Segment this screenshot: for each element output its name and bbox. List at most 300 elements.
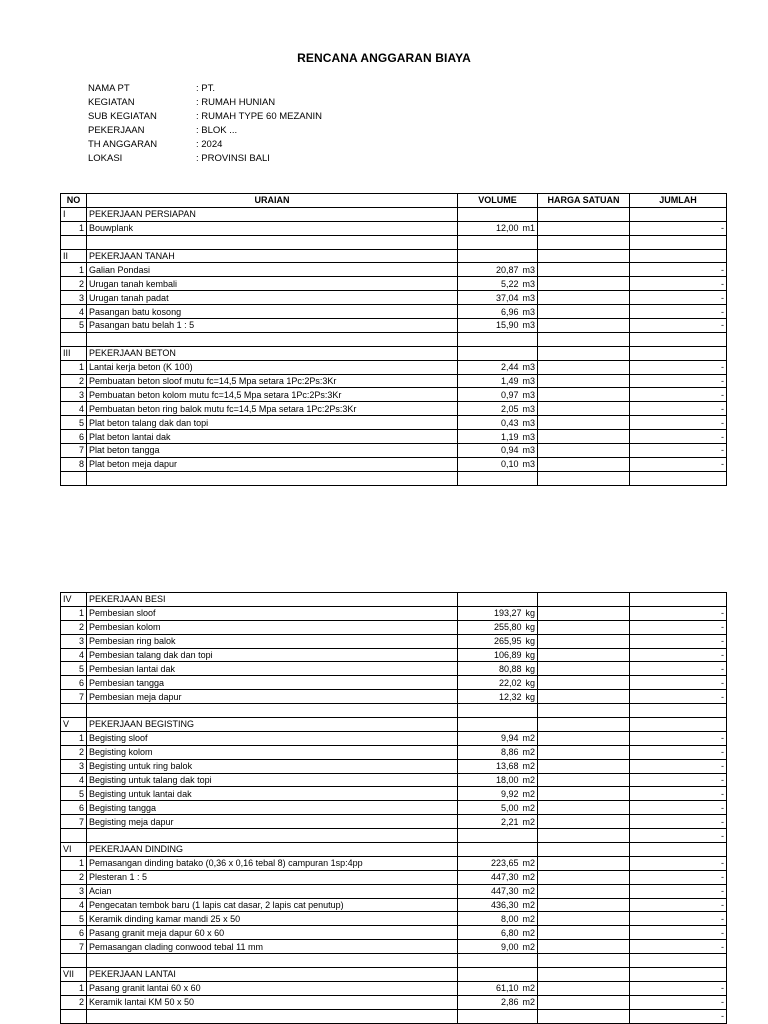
item-number: 1 [61,981,87,995]
harga-satuan-cell [538,829,630,843]
item-description: Begisting tangga [87,801,458,815]
jumlah-value: - [630,731,727,745]
harga-satuan-cell [538,912,630,926]
table-row [61,981,727,995]
volume-cell [458,221,538,235]
harga-satuan-cell [538,634,630,648]
jumlah-value: - [630,787,727,801]
item-description: Pengecatan tembok baru (1 lapis cat dasar, 2 lapis cat penutup) [87,898,458,912]
volume-wrapper [460,941,535,953]
empty-cell [630,332,727,346]
volume-value: 12,32 [498,691,522,702]
harga-satuan-cell [538,815,630,829]
table-row [61,940,727,954]
volume-value: 37,04 [495,292,519,303]
jumlah-value: - [630,221,727,235]
item-number: 3 [61,291,87,305]
harga-satuan-cell [538,995,630,1009]
info-label: SUB KEGIATAN [88,111,157,122]
volume-wrapper [460,361,535,373]
volume-cell [458,444,538,458]
volume-cell [458,648,538,662]
volume-cell [458,388,538,402]
empty-cell [538,954,630,968]
volume-value: 61,10 [495,983,519,994]
table-row [61,1009,727,1023]
harga-satuan-cell [538,843,630,857]
jumlah-value: - [630,912,727,926]
volume-cell [458,360,538,374]
harga-satuan-cell [538,856,630,870]
harga-satuan-cell [538,263,630,277]
volume-wrapper [460,222,535,234]
harga-satuan-cell [538,402,630,416]
item-description: Lantai kerja beton (K 100) [87,360,458,374]
item-number: 6 [61,926,87,940]
item-number: 4 [61,402,87,416]
volume-wrapper [460,292,535,304]
item-description: Begisting kolom [87,745,458,759]
jumlah-cell [630,249,727,263]
volume-unit: m3 [522,376,535,387]
volume-cell [458,402,538,416]
volume-value: 20,87 [495,264,519,275]
volume-unit: kg [525,636,535,647]
item-number: 8 [61,457,87,471]
item-description: Acian [87,884,458,898]
volume-value: 18,00 [495,775,519,786]
item-description: Keramik lantai KM 50 x 50 [87,995,458,1009]
table-row [61,676,727,690]
harga-satuan-cell [538,648,630,662]
harga-satuan-cell [538,968,630,982]
volume-cell [458,829,538,843]
jumlah-value: - [630,416,727,430]
harga-satuan-cell [538,745,630,759]
blank-row [61,471,727,485]
volume-wrapper [460,899,535,911]
volume-cell [458,968,538,982]
jumlah-cell [630,718,727,732]
volume-cell [458,801,538,815]
volume-value: 5,00 [500,802,519,813]
empty-cell [538,471,630,485]
section-title: PEKERJAAN BETON [87,346,458,360]
volume-unit: m2 [522,816,535,827]
jumlah-value: - [630,360,727,374]
harga-satuan-cell [538,898,630,912]
item-description: Pembesian meja dapur [87,690,458,704]
info-label: NAMA PT [88,83,130,94]
volume-unit: m2 [522,775,535,786]
empty-cell [87,704,458,718]
harga-satuan-cell [538,676,630,690]
volume-cell [458,263,538,277]
volume-value: 2,05 [500,403,519,414]
item-number: 4 [61,773,87,787]
item-number: 4 [61,305,87,319]
budget-table-part-1 [60,193,727,486]
section-number: VI [61,843,87,857]
volume-wrapper [460,802,535,814]
item-number: 7 [61,690,87,704]
volume-wrapper [460,691,535,703]
table-row [61,690,727,704]
table-row [61,759,727,773]
item-description: Pasang granit lantai 60 x 60 [87,981,458,995]
harga-satuan-cell [538,444,630,458]
harga-satuan-cell [538,305,630,319]
section-number: IV [61,593,87,607]
volume-cell [458,430,538,444]
volume-unit: m3 [522,431,535,442]
volume-unit: m3 [522,417,535,428]
item-description: Pasangan batu belah 1 : 5 [87,319,458,333]
item-description: Plat beton lantai dak [87,430,458,444]
volume-cell [458,207,538,221]
item-description: Urugan tanah kembali [87,277,458,291]
volume-value: 0,10 [500,459,519,470]
harga-satuan-cell [538,773,630,787]
section-title: PEKERJAAN PERSIAPAN [87,207,458,221]
jumlah-value: - [630,388,727,402]
volume-unit: m1 [522,223,535,234]
blank-row [61,954,727,968]
jumlah-value: - [630,634,727,648]
section-row [61,843,727,857]
volume-value: 0,43 [500,417,519,428]
volume-cell [458,662,538,676]
table-row [61,305,727,319]
volume-cell [458,593,538,607]
item-description: Keramik dinding kamar mandi 25 x 50 [87,912,458,926]
info-label: LOKASI [88,153,123,164]
harga-satuan-cell [538,457,630,471]
table-row [61,912,727,926]
volume-cell [458,898,538,912]
table-row [61,430,727,444]
table-row [61,801,727,815]
jumlah-value: - [630,870,727,884]
jumlah-value: - [630,856,727,870]
item-number: 1 [61,263,87,277]
item-number: 6 [61,801,87,815]
blank-row [61,704,727,718]
table-row [61,870,727,884]
volume-unit: m2 [522,747,535,758]
volume-wrapper [460,913,535,925]
jumlah-cell [630,593,727,607]
table-row [61,856,727,870]
volume-cell [458,884,538,898]
volume-unit: kg [525,622,535,633]
jumlah-value: - [630,319,727,333]
item-description: Plat beton talang dak dan topi [87,416,458,430]
item-description: Pemasangan clading conwood tebal 11 mm [87,940,458,954]
harga-satuan-cell [538,940,630,954]
item-description: Bouwplank [87,221,458,235]
volume-unit: m2 [522,983,535,994]
item-number: 2 [61,374,87,388]
section-row [61,207,727,221]
volume-value: 22,02 [498,677,522,688]
item-description: Pemasangan dinding batako (0,36 x 0,16 tebal 8) campuran 1sp:4pp [87,856,458,870]
volume-cell [458,995,538,1009]
item-number [61,829,87,843]
item-number: 1 [61,221,87,235]
empty-cell [61,704,87,718]
table-row [61,402,727,416]
info-value: : PT. [196,83,216,94]
item-description: Plesteran 1 : 5 [87,870,458,884]
volume-wrapper [460,306,535,318]
jumlah-value: - [630,940,727,954]
header-harga-satuan: HARGA SATUAN [538,194,630,208]
volume-unit: m2 [522,900,535,911]
volume-wrapper [460,649,535,661]
item-number: 5 [61,662,87,676]
volume-wrapper [460,746,535,758]
volume-wrapper [460,417,535,429]
empty-cell [87,471,458,485]
harga-satuan-cell [538,870,630,884]
item-description: Pembesian kolom [87,620,458,634]
volume-cell [458,374,538,388]
harga-satuan-cell [538,374,630,388]
section-row [61,718,727,732]
volume-value: 2,44 [500,362,519,373]
empty-cell [630,704,727,718]
item-number: 7 [61,444,87,458]
volume-cell [458,731,538,745]
volume-wrapper [460,403,535,415]
harga-satuan-cell [538,731,630,745]
volume-unit: m3 [522,292,535,303]
item-number: 3 [61,884,87,898]
volume-unit: m2 [522,761,535,772]
table-row [61,620,727,634]
empty-cell [630,471,727,485]
volume-cell [458,745,538,759]
item-number: 2 [61,277,87,291]
volume-unit: kg [525,608,535,619]
harga-satuan-cell [538,388,630,402]
section-title: PEKERJAAN DINDING [87,843,458,857]
table-row [61,787,727,801]
section-row [61,968,727,982]
volume-value: 8,00 [500,913,519,924]
blank-row [61,332,727,346]
item-description: Pembesian ring balok [87,634,458,648]
harga-satuan-cell [538,620,630,634]
volume-unit: m2 [522,886,535,897]
volume-wrapper [460,458,535,470]
jumlah-value: - [630,995,727,1009]
item-description: Pembuatan beton kolom mutu fc=14,5 Mpa setara 1Pc:2Ps:3Kr [87,388,458,402]
info-label: KEGIATAN [88,97,135,108]
volume-cell [458,940,538,954]
volume-wrapper [460,278,535,290]
volume-cell [458,249,538,263]
table-row [61,815,727,829]
jumlah-value: - [630,430,727,444]
volume-cell [458,759,538,773]
item-description: Pembesian talang dak dan topi [87,648,458,662]
volume-wrapper [460,677,535,689]
jumlah-value: - [630,444,727,458]
table-row [61,995,727,1009]
item-description: Urugan tanah padat [87,291,458,305]
harga-satuan-cell [538,430,630,444]
table-row [61,444,727,458]
volume-wrapper [460,732,535,744]
volume-unit: kg [525,650,535,660]
volume-unit: m2 [522,788,535,799]
item-description: Pembuatan beton sloof mutu fc=14,5 Mpa setara 1Pc:2Ps:3Kr [87,374,458,388]
volume-cell [458,319,538,333]
item-number: 2 [61,995,87,1009]
table-row [61,457,727,471]
harga-satuan-cell [538,221,630,235]
harga-satuan-cell [538,593,630,607]
item-number: 4 [61,898,87,912]
volume-cell [458,416,538,430]
harga-satuan-cell [538,1009,630,1023]
volume-value: 1,19 [500,431,519,442]
volume-wrapper [460,607,535,619]
volume-wrapper [460,788,535,800]
info-value: : 2024 [196,139,223,150]
volume-wrapper [460,319,535,331]
volume-unit: m2 [522,858,535,869]
volume-unit: m3 [522,403,535,414]
volume-unit: m3 [522,445,535,456]
volume-value: 447,30 [490,872,519,883]
volume-unit: m3 [522,278,535,289]
jumlah-cell [630,968,727,982]
item-description: Pasangan batu kosong [87,305,458,319]
volume-value: 6,80 [500,927,519,938]
volume-cell [458,912,538,926]
harga-satuan-cell [538,718,630,732]
item-number: 5 [61,416,87,430]
volume-cell [458,843,538,857]
table-row [61,221,727,235]
empty-cell [87,235,458,249]
info-value: : BLOK ... [196,125,238,136]
table-row [61,360,727,374]
item-number: 5 [61,912,87,926]
empty-cell [458,471,538,485]
jumlah-value: - [630,926,727,940]
volume-cell [458,634,538,648]
table-row [61,634,727,648]
section-row [61,346,727,360]
volume-cell [458,676,538,690]
empty-cell [630,954,727,968]
volume-cell [458,1009,538,1023]
item-description: Begisting untuk ring balok [87,759,458,773]
section-title: PEKERJAAN TANAH [87,249,458,263]
volume-cell [458,346,538,360]
item-number: 5 [61,787,87,801]
volume-cell [458,856,538,870]
volume-wrapper [460,635,535,647]
harga-satuan-cell [538,787,630,801]
volume-value: 2,86 [500,997,519,1008]
harga-satuan-cell [538,360,630,374]
harga-satuan-cell [538,207,630,221]
volume-value: 9,92 [500,788,519,799]
table-row [61,745,727,759]
info-label: TH ANGGARAN [88,139,158,150]
volume-value: 8,86 [500,747,519,758]
volume-value: 0,94 [500,445,519,456]
volume-unit: m2 [522,997,535,1008]
jumlah-value: - [630,402,727,416]
volume-wrapper [460,621,535,633]
table-row [61,773,727,787]
volume-value: 255,80 [493,622,522,633]
volume-value: 193,27 [493,608,522,619]
volume-value: 265,95 [493,636,522,647]
volume-unit: m2 [522,941,535,952]
volume-wrapper [460,982,535,994]
empty-cell [538,235,630,249]
volume-unit: m3 [522,264,535,275]
item-number: 2 [61,870,87,884]
item-number: 1 [61,856,87,870]
jumlah-value: - [630,263,727,277]
item-description: Begisting untuk talang dak topi [87,773,458,787]
item-number [61,1009,87,1023]
item-description: Pasang granit meja dapur 60 x 60 [87,926,458,940]
volume-cell [458,926,538,940]
item-number: 1 [61,360,87,374]
volume-cell [458,787,538,801]
volume-value: 80,88 [498,663,522,674]
harga-satuan-cell [538,981,630,995]
jumlah-value: - [630,648,727,662]
harga-satuan-cell [538,926,630,940]
item-number: 6 [61,676,87,690]
section-row [61,249,727,263]
table-row [61,662,727,676]
table-row [61,263,727,277]
empty-cell [61,954,87,968]
harga-satuan-cell [538,606,630,620]
volume-wrapper [460,389,535,401]
volume-cell [458,305,538,319]
info-value: : RUMAH TYPE 60 MEZANIN [196,111,322,122]
item-description [87,829,458,843]
table-row [61,388,727,402]
volume-value: 9,00 [500,941,519,952]
jumlah-value: - [630,815,727,829]
blank-row [61,235,727,249]
harga-satuan-cell [538,690,630,704]
volume-cell [458,690,538,704]
volume-value: 106,89 [493,650,522,660]
volume-value: 6,96 [500,306,519,317]
section-title: PEKERJAAN LANTAI [87,968,458,982]
volume-unit: m3 [522,320,535,331]
item-description: Galian Pondasi [87,263,458,277]
volume-wrapper [460,264,535,276]
empty-cell [61,235,87,249]
jumlah-value: - [630,291,727,305]
volume-cell [458,291,538,305]
